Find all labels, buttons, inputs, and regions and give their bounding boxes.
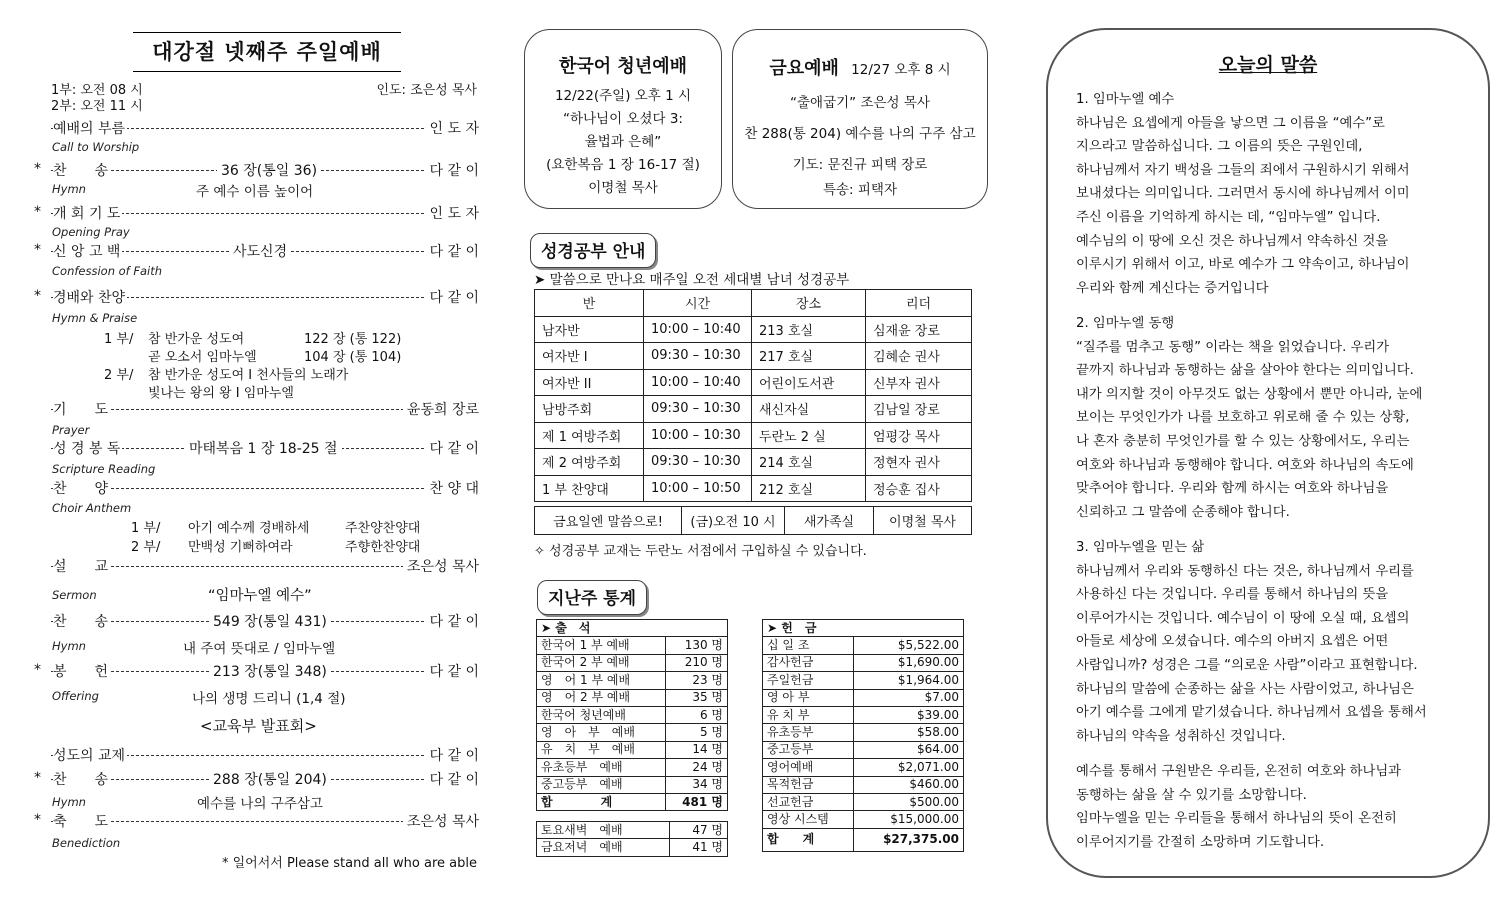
- offering-amount: $500.00: [854, 793, 964, 810]
- creed-en: Confession of Faith: [52, 264, 163, 278]
- order-call-to-worship: 예배의 부름 인 도 자: [51, 118, 479, 138]
- attendance-label: 한국어 청년예배: [537, 706, 666, 723]
- study-friday-label: 금요일엔 말씀으로!: [535, 507, 682, 535]
- youth-title: 한국어 청년예배: [559, 56, 687, 77]
- word-line: 보이는 무엇인가가 나를 보호하고 위로해 줄 수 있는 상황,: [1076, 410, 1410, 426]
- word-line: 아기 예수를 그에게 맡기셨습니다. 하나님께서 요셉을 통해서: [1076, 705, 1427, 721]
- prayer-attendance-label: 토요새벽 예배: [537, 822, 670, 839]
- word-line: 예수를 통해서 구원받은 우리들, 온전히 여호와 하나님과: [1076, 764, 1402, 779]
- offering-row: [763, 637, 964, 654]
- word-line: 하나님의 약속을 성취하신 것입니다.: [1076, 728, 1286, 744]
- offering-amount: $5,522.00: [854, 637, 964, 654]
- attendance-label: 영 어 2 부 예배: [537, 689, 666, 706]
- offering-amount: $460.00: [854, 776, 964, 793]
- offering-row: [763, 811, 964, 828]
- opening-prayer-en: Opening Pray: [52, 225, 130, 239]
- order-offering: * 봉 헌 213 장(통일 348) 다 같 이: [34, 662, 479, 680]
- hymn-2-en: Hymn: [52, 639, 86, 653]
- attendance-count: 34 명: [665, 776, 727, 793]
- study-col-class: 반: [535, 290, 644, 317]
- word-line: 맞추어야 합니다. 우리와 함께 하시는 여호와 하나님을: [1076, 481, 1389, 497]
- offering-amount: $58.00: [854, 724, 964, 741]
- study-cell-place: 두란노 2 실: [752, 422, 866, 449]
- order-sermon: 설 교 조은성 목사: [51, 556, 479, 576]
- offering-row: [763, 776, 964, 793]
- todays-word-title: 오늘의 말씀: [1218, 54, 1318, 76]
- praise-ref: 122 장 (통 122): [304, 332, 402, 347]
- youth-service-box: [524, 29, 722, 209]
- study-cell-time: 10:00 – 10:50: [644, 475, 752, 502]
- study-table: [534, 289, 972, 502]
- study-cell-place: 새신자실: [752, 396, 866, 423]
- attendance-label: 중고등부 예배: [537, 776, 666, 793]
- study-cell-leader: 엄평강 목사: [866, 422, 972, 449]
- study-cell-place: 217 호실: [752, 343, 866, 370]
- order-praise: * 경배와 찬양 다 같 이: [34, 288, 479, 306]
- choir-en: Choir Anthem: [52, 501, 132, 515]
- study-cell-time: 09:30 – 10:30: [644, 343, 752, 370]
- attendance-table: [536, 619, 728, 811]
- study-friday-leader: 이명철 목사: [874, 507, 972, 535]
- study-col-place: 장소: [752, 290, 866, 317]
- word-line: 주신 이름을 기억하게 하시는 데, “임마누엘” 입니다.: [1076, 209, 1381, 225]
- study-row: [535, 475, 972, 502]
- offering-label: 목적헌금: [763, 776, 854, 793]
- praise-part: 1 부/: [104, 332, 134, 347]
- order-creed: * 신 앙 고 백 사도신경 다 같 이: [34, 242, 479, 260]
- youth-preacher: 이명철 목사: [588, 180, 658, 196]
- prayer-meeting-table: [536, 821, 728, 857]
- hymn-2-title: 내 주여 뜻대로 / 임마누엘: [183, 641, 336, 657]
- offering-row: [763, 759, 964, 776]
- prayer-attendance-row: [537, 839, 728, 856]
- study-subtitle: ➤ 말씀으로 만나요 매주일 오전 세대별 남녀 성경공부: [534, 272, 850, 288]
- attendance-label: 영 어 1 부 예배: [537, 672, 666, 689]
- word-line: 여호와 하나님과 동행해야 합니다. 여호와 하나님의 속도에: [1076, 457, 1414, 473]
- study-row: [535, 396, 972, 423]
- study-cell-place: 212 호실: [752, 475, 866, 502]
- youth-sermon: “하나님이 오셨다 3:: [562, 111, 683, 127]
- word-paragraph-1: [1076, 88, 1476, 300]
- offering-row: [763, 654, 964, 671]
- study-cell-place: 어린이도서관: [752, 369, 866, 396]
- stand-note: * 일어서서 Please stand all who are able: [221, 856, 477, 871]
- attendance-total-value: 481 명: [665, 793, 727, 810]
- offering-label: 주일헌금: [763, 672, 854, 689]
- offering-label: 영상 시스템: [763, 811, 854, 828]
- hymn-1-title: 주 예수 이름 높이어: [196, 184, 314, 200]
- study-cell-leader: 정현자 권사: [866, 449, 972, 476]
- offering-row: [763, 689, 964, 706]
- attendance-count: 14 명: [665, 741, 727, 758]
- attendance-row: [537, 741, 728, 758]
- attendance-row: [537, 706, 728, 723]
- offering-label: 중고등부: [763, 741, 854, 758]
- order-choir: 찬 양 찬 양 대: [51, 478, 479, 498]
- study-friday-time: (금)오전 10 시: [682, 507, 785, 535]
- offering-amount: $7.00: [854, 689, 964, 706]
- study-cell-class: 남방주회: [535, 396, 644, 423]
- order-hymn-2: 찬 송 549 장(통일 431) 다 같 이: [51, 611, 479, 631]
- order-hymn-1: * 찬 송 36 장(통일 36) 다 같 이: [34, 161, 479, 179]
- word-line: 하나님은 요셉에게 아들을 낳으면 그 이름을 “예수”로: [1076, 115, 1385, 131]
- attendance-count: 24 명: [665, 759, 727, 776]
- study-cell-time: 10:00 – 10:30: [644, 422, 752, 449]
- praise-song: 빛나는 왕의 왕 I 임마누엘: [148, 386, 294, 401]
- friday-prayer: 기도: 문진규 피택 장로: [792, 157, 928, 173]
- offering-row: [763, 724, 964, 741]
- study-friday-place: 새가족실: [785, 507, 874, 535]
- word-line: 우리와 함께 계신다는 증거입니다: [1076, 280, 1269, 296]
- attendance-row: [537, 637, 728, 654]
- praise-ref: 104 장 (통 104): [304, 350, 402, 365]
- order-fellowship: 성도의 교제 다 같 이: [51, 745, 479, 765]
- study-cell-leader: 김남일 장로: [866, 396, 972, 423]
- study-friday-row: [534, 506, 972, 535]
- study-cell-class: 제 1 여방주회: [535, 422, 644, 449]
- study-cell-place: 213 호실: [752, 316, 866, 343]
- offering-amount: $64.00: [854, 741, 964, 758]
- study-row: [535, 369, 972, 396]
- study-col-leader: 리더: [866, 290, 972, 317]
- attendance-label: 영 아 부 예배: [537, 724, 666, 741]
- attendance-count: 130 명: [665, 637, 727, 654]
- scripture-en: Scripture Reading: [52, 462, 156, 476]
- study-cell-class: 여자반 I: [535, 343, 644, 370]
- offering-hymn-title: 나의 생명 드리니 (1,4 절): [192, 691, 346, 707]
- choir-name: 주찬양찬양대: [345, 521, 421, 536]
- word-paragraph-4: [1076, 760, 1476, 854]
- service-time-1: 1부: 오전 08 시: [51, 83, 143, 98]
- word-line: 사람입니까? 성경은 그를 “의로운 사람”이라고 표현합니다.: [1076, 657, 1418, 673]
- word-line: “질주를 멈추고 동행” 이라는 책을 읽었습니다. 우리가: [1076, 339, 1390, 355]
- attendance-count: 210 명: [665, 654, 727, 671]
- worship-leader: 인도: 조은성 목사: [376, 83, 477, 98]
- word-line: 하나님의 말씀에 순종하는 삶을 사는 사람이었고, 하나님은: [1076, 681, 1414, 697]
- study-note: ✧ 성경공부 교재는 두란노 서점에서 구입하실 수 있습니다.: [534, 544, 867, 559]
- word-line: 3. 임마누엘을 믿는 삶: [1076, 540, 1205, 555]
- word-line: 임마누엘을 믿는 우리들을 통해서 하나님의 뜻이 온전히: [1076, 811, 1397, 827]
- praise-en: Hymn & Praise: [52, 311, 138, 325]
- stats-tag: 지난주 통계: [537, 580, 647, 615]
- prayer-attendance-count: 47 명: [669, 822, 727, 839]
- choir-song: 아기 예수께 경배하세: [188, 521, 310, 536]
- word-line: 끝까지 하나님과 동행하는 삶을 살아야 한다는 의미입니다.: [1076, 363, 1414, 379]
- attendance-count: 23 명: [665, 672, 727, 689]
- choir-part: 2 부/: [131, 540, 161, 555]
- offering-label: 십 일 조: [763, 637, 854, 654]
- study-cell-leader: 김혜순 권사: [866, 343, 972, 370]
- prayer-attendance-label: 금요저녁 예배: [537, 839, 670, 856]
- offering-amount: $15,000.00: [854, 811, 964, 828]
- attendance-count: 35 명: [665, 689, 727, 706]
- study-cell-leader: 정승훈 집사: [866, 475, 972, 502]
- study-cell-time: 10:00 – 10:40: [644, 369, 752, 396]
- attendance-label: 한국어 1 부 예배: [537, 637, 666, 654]
- word-line: 사용하신 다는 것입니다. 우리를 통해서 하나님의 뜻을: [1076, 587, 1389, 603]
- offering-label: 유 치 부: [763, 706, 854, 723]
- friday-service-box: [732, 29, 988, 209]
- friday-special: 특송: 피택자: [822, 182, 898, 198]
- offering-table: [762, 619, 964, 852]
- study-cell-leader: 신부자 권사: [866, 369, 972, 396]
- praise-song: 곧 오소서 임마누엘: [148, 350, 257, 365]
- word-line: 예수님의 이 땅에 오신 것은 하나님께서 약속하신 것을: [1076, 233, 1389, 249]
- order-hymn-3: * 찬 송 288 장(통일 204) 다 같 이: [34, 770, 479, 788]
- word-line: 1. 임마누엘 예수: [1076, 92, 1175, 107]
- order-scripture: 성 경 봉 독 마태복음 1 장 18-25 절 다 같 이: [51, 438, 479, 458]
- offering-row: [763, 672, 964, 689]
- study-cell-time: 09:30 – 10:30: [644, 396, 752, 423]
- sermon-en: Sermon: [52, 588, 97, 602]
- word-line: 2. 임마누엘 동행: [1076, 316, 1175, 331]
- study-cell-leader: 심재윤 장로: [866, 316, 972, 343]
- attendance-header: ➤ 출 석: [537, 620, 728, 637]
- word-line: 나 혼자 충분히 무엇인가를 할 수 있는 상황에서도, 우리는: [1076, 433, 1410, 449]
- offering-amount: $2,071.00: [854, 759, 964, 776]
- sermon-title: “임마누엘 예수”: [208, 588, 312, 604]
- word-line: 하나님께서 자기 백성을 그들의 죄에서 구원하시기 위해서: [1076, 162, 1410, 178]
- order-of-worship: [0, 0, 500, 902]
- study-row: [535, 343, 972, 370]
- attendance-row: [537, 689, 728, 706]
- study-cell-class: 1 부 찬양대: [535, 475, 644, 502]
- youth-sermon: 율법과 은혜”: [584, 134, 662, 150]
- study-row: [535, 316, 972, 343]
- offering-amount: $39.00: [854, 706, 964, 723]
- bulletin-title: 대강절 넷째주 주일예배: [133, 32, 401, 72]
- attendance-row: [537, 654, 728, 671]
- word-line: 아들로 세상에 오셨습니다. 예수의 아버지 요셉은 어떤: [1076, 634, 1389, 650]
- attendance-total-label: 합 계: [537, 793, 666, 810]
- friday-sermon: “출애굽기” 조은성 목사: [790, 95, 930, 111]
- word-line: 이루어지기를 간절히 소망하며 기도합니다.: [1076, 834, 1325, 850]
- hymn-1-en: Hymn: [52, 182, 86, 196]
- word-paragraph-3: [1076, 536, 1476, 748]
- word-line: 내가 의지할 것이 아무것도 없는 상황에서 뿐만 아니라, 눈에: [1076, 386, 1423, 402]
- offering-total-value: $27,375.00: [854, 828, 964, 851]
- word-line: 동행하는 삶을 살 수 있기를 소망합니다.: [1076, 787, 1307, 803]
- offering-row: [763, 741, 964, 758]
- order-opening-prayer: * 개 회 기 도 인 도 자: [34, 204, 479, 222]
- study-cell-class: 여자반 II: [535, 369, 644, 396]
- offering-label: 유초등부: [763, 724, 854, 741]
- offering-header: ➤ 헌 금: [763, 620, 964, 637]
- word-line: 지으라고 말씀하십니다. 그 이름의 뜻은 구원인데,: [1076, 139, 1363, 155]
- word-line: 이루시기 위해서 이고, 바로 예수가 그 약속이고, 하나님이: [1076, 257, 1410, 273]
- call-en: Call to Worship: [52, 140, 140, 154]
- study-row: [535, 422, 972, 449]
- study-cell-class: 제 2 여방주회: [535, 449, 644, 476]
- study-cell-class: 남자반: [535, 316, 644, 343]
- education-presentation: <교육부 발표회>: [200, 717, 317, 735]
- praise-part: 2 부/: [104, 368, 134, 383]
- hymn-3-en: Hymn: [52, 795, 86, 809]
- offering-row: [763, 793, 964, 810]
- offering-label: 감사헌금: [763, 654, 854, 671]
- youth-scripture: (요한복음 1 장 16-17 절): [546, 157, 700, 173]
- study-cell-place: 214 호실: [752, 449, 866, 476]
- offering-row: [763, 706, 964, 723]
- word-line: 하나님께서 우리와 동행하신 다는 것은, 하나님께서 우리를: [1076, 563, 1414, 579]
- order-benediction: * 축 도 조은성 목사: [34, 812, 479, 830]
- todays-word-box: [1046, 28, 1490, 878]
- word-line: 신뢰하고 그 말씀에 순종해야 합니다.: [1076, 504, 1290, 520]
- hymn-3-title: 예수를 나의 구주삼고: [197, 796, 323, 812]
- choir-part: 1 부/: [131, 521, 161, 536]
- study-row: [535, 449, 972, 476]
- offering-amount: $1,964.00: [854, 672, 964, 689]
- word-paragraph-2: [1076, 312, 1476, 524]
- attendance-row: [537, 724, 728, 741]
- prayer-en: Prayer: [52, 423, 90, 437]
- attendance-count: 5 명: [665, 724, 727, 741]
- attendance-row: [537, 759, 728, 776]
- attendance-label: 유 치 부 예배: [537, 741, 666, 758]
- choir-song: 만백성 기뻐하여라: [188, 540, 293, 555]
- prayer-attendance-row: [537, 822, 728, 839]
- offering-amount: $1,690.00: [854, 654, 964, 671]
- praise-song: 참 반가운 성도여 I 천사들의 노래가: [148, 368, 349, 383]
- attendance-label: 한국어 2 부 예배: [537, 654, 666, 671]
- praise-song: 참 반가운 성도여: [148, 332, 245, 347]
- offering-label: 선교헌금: [763, 793, 854, 810]
- service-time-2: 2부: 오전 11 시: [51, 99, 143, 114]
- study-cell-time: 09:30 – 10:30: [644, 449, 752, 476]
- choir-name: 주향한찬양대: [345, 540, 421, 555]
- friday-hymn: 찬 288(통 204) 예수를 나의 구주 삼고: [744, 126, 976, 142]
- study-cell-time: 10:00 – 10:40: [644, 316, 752, 343]
- offering-en: Offering: [52, 689, 99, 703]
- study-col-time: 시간: [644, 290, 752, 317]
- order-prayer: 기 도 윤동희 장로: [51, 399, 479, 419]
- friday-time: 12/27 오후 8 시: [851, 62, 951, 78]
- attendance-label: 유초등부 예배: [537, 759, 666, 776]
- friday-title: 금요예배: [769, 58, 839, 79]
- benediction-en: Benediction: [52, 836, 121, 850]
- prayer-attendance-count: 41 명: [669, 839, 727, 856]
- offering-total-label: 합 계: [763, 828, 854, 851]
- attendance-row: [537, 672, 728, 689]
- attendance-count: 6 명: [665, 706, 727, 723]
- word-line: 이루어가시는 것입니다. 예수님이 이 땅에 오실 때, 요셉의: [1076, 610, 1410, 626]
- study-tag: 성경공부 안내: [530, 233, 656, 268]
- attendance-row: [537, 776, 728, 793]
- offering-label: 영 아 부: [763, 689, 854, 706]
- word-line: 보내셨다는 의미입니다. 그러면서 동시에 하나님께서 이미: [1076, 186, 1410, 202]
- offering-label: 영어예배: [763, 759, 854, 776]
- youth-time: 12/22(주일) 오후 1 시: [554, 88, 692, 104]
